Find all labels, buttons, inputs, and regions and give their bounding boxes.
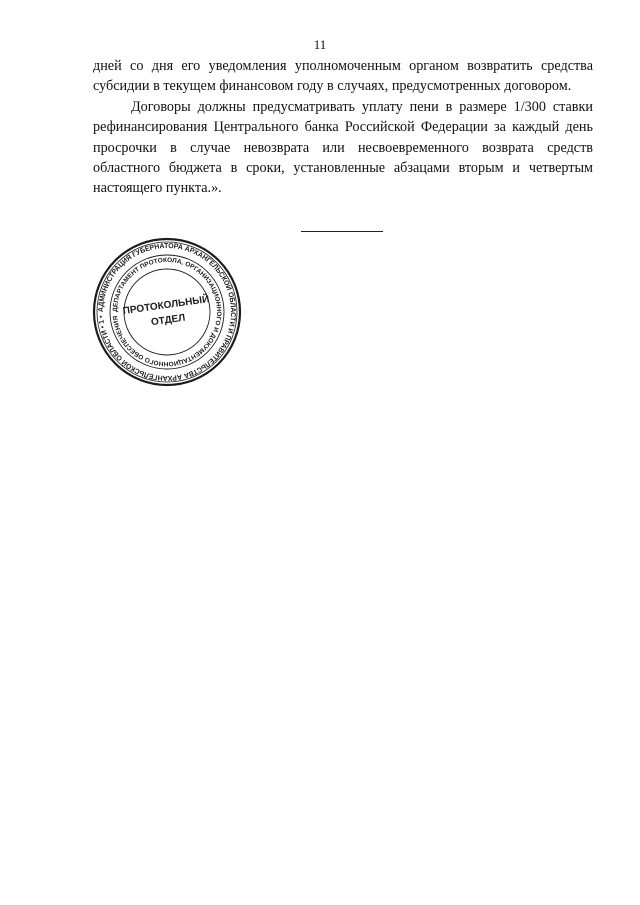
seal-center-line-1: ПРОТОКОЛЬНЫЙ bbox=[122, 294, 211, 318]
paragraph-continuation: дней со дня его уведомления уполномоченным органом возвратить средства субсидии в текущем финансовом году в случаях, предусмотренных договором. bbox=[93, 58, 593, 95]
seal-outer-text: АДМИНИСТРАЦИЯ ГУБЕРНАТОРА АРХАНГЕЛЬСКОЙ ОБЛАСТИ И ПРАВИТЕЛЬСТВА АРХАНГЕЛЬСКОЙ ОБЛАСТИ • 1 • bbox=[95, 240, 239, 384]
seal-inner-text: ДЕПАРТАМЕНТ ПРОТОКОЛА, ОРГАНИЗАЦИОННОГО И ДОКУМЕНТАЦИОННОГО ОБЕСПЕЧЕНИЯ bbox=[111, 256, 223, 368]
seal-center-line-2: ОТДЕЛ bbox=[150, 312, 187, 329]
body-text bbox=[93, 56, 593, 199]
page-number: 11 bbox=[313, 37, 327, 52]
official-seal bbox=[92, 237, 242, 387]
separator-line bbox=[301, 231, 383, 232]
paragraph-penalty: Договоры должны предусматривать уплату пени в размере 1/300 ставки рефинансирования Центрального банка Российской Федерации за каждый день просрочки в случае невозврата или несвоевременного возврата средств областного бюджета в сроки, установленные абзацами вторым и четвертым настоящего пункта.». bbox=[93, 98, 593, 197]
